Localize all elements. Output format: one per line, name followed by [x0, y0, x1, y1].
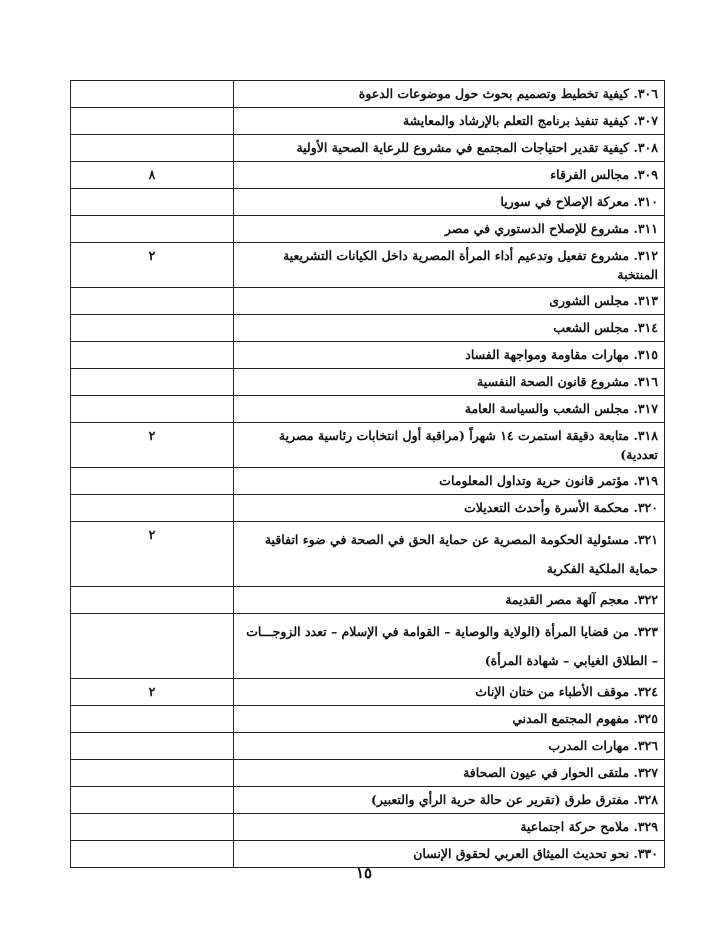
item-title-cell: [234, 760, 665, 787]
item-title-cell: [234, 733, 665, 760]
item-title-cell: [234, 468, 665, 495]
item-title: مشروع تفعيل وتدعيم أداء المرأة المصرية داخل الكيانات التشريعية المنتخبة: [282, 248, 658, 282]
table-row: [71, 81, 665, 108]
item-count-cell: [71, 189, 234, 216]
item-title: متابعة دقيقة استمرت ١٤ شهراً (مراقبة أول انتخابات رئاسية مصرية تعددية): [278, 428, 658, 462]
item-number: ٣١٦.: [633, 374, 658, 389]
table-row: [71, 342, 665, 369]
item-count-cell: [71, 706, 234, 733]
item-count-cell: [71, 587, 234, 614]
item-title: من قضايا المرأة (الولاية والوصاية – القوامة في الإسلام – تعدد الزوجـــات – الطلاق الغيابي – شهادة المرأة): [246, 624, 658, 668]
item-count-cell: [71, 760, 234, 787]
item-count-cell: [71, 614, 234, 679]
item-count-cell: ٢: [71, 522, 234, 587]
item-number: ٣٢٥.: [633, 711, 658, 726]
item-title: كيفية تقدير احتياجات المجتمع في مشروع للرعاية الصحية الأولية: [296, 140, 630, 155]
item-count-cell: [71, 315, 234, 342]
item-number: ٣٢٠.: [633, 500, 658, 515]
item-number: ٣١٠.: [633, 194, 658, 209]
table-row: [71, 423, 665, 468]
item-count-cell: [71, 108, 234, 135]
table-row: [71, 189, 665, 216]
item-title: مشروع للإصلاح الدستوري في مصر: [444, 221, 630, 236]
item-title-cell: [234, 369, 665, 396]
item-title-cell: [234, 288, 665, 315]
table-row: [71, 614, 665, 679]
table-row: [71, 216, 665, 243]
item-title: معجم آلهة مصر القديمة: [505, 592, 630, 607]
item-count-cell: [71, 216, 234, 243]
item-title: موقف الأطباء من ختان الإناث: [475, 684, 630, 699]
item-number: ٣١٢.: [633, 248, 658, 263]
item-title: مفهوم المجتمع المدني: [512, 711, 630, 726]
item-number: ٣٢٤.: [633, 684, 658, 699]
item-title-cell: [234, 216, 665, 243]
item-count-cell: ٢: [71, 243, 234, 288]
item-number: ٣١٥.: [633, 347, 658, 362]
item-title: مجالس الفرقاء: [550, 167, 630, 182]
item-title: مشروع قانون الصحة النفسية: [477, 374, 630, 389]
item-title: ملامح حركة اجتماعية: [520, 819, 630, 834]
item-title-cell: [234, 189, 665, 216]
table-row: [71, 814, 665, 841]
page-number: ١٥: [355, 864, 373, 882]
item-number: ٣٢٨.: [633, 792, 658, 807]
item-title-cell: [234, 108, 665, 135]
item-count-cell: [71, 81, 234, 108]
item-number: ٣١٩.: [633, 473, 658, 488]
table-row: [71, 108, 665, 135]
item-title-cell: [234, 423, 665, 468]
table-row: [71, 369, 665, 396]
item-count-cell: ٢: [71, 679, 234, 706]
item-title: مهارات مقاومة ومواجهة الفساد: [465, 347, 630, 362]
item-title-cell: [234, 587, 665, 614]
item-title-cell: [234, 243, 665, 288]
item-number: ٣١٤.: [633, 320, 658, 335]
item-title: مؤتمر قانون حرية وتداول المعلومات: [439, 473, 630, 488]
item-number: ٣٠٧.: [633, 113, 658, 128]
item-title-cell: [234, 315, 665, 342]
item-number: ٣٢٢.: [633, 592, 658, 607]
item-title: مسئولية الحكومة المصرية عن حماية الحق في الصحة في ضوء اتفاقية حماية الملكية الفكرية: [264, 532, 658, 576]
item-title: ملتقى الحوار في عيون الصحافة: [463, 765, 630, 780]
item-number: ٣٢١.: [633, 532, 658, 547]
item-title-cell: [234, 396, 665, 423]
item-title: نحو تحديث الميثاق العربي لحقوق الإنسان: [413, 846, 630, 861]
item-number: ٣٢٩.: [633, 819, 658, 834]
table-row: [71, 522, 665, 587]
item-number: ٣٢٧.: [633, 765, 658, 780]
item-title: مجلس الشورى: [549, 293, 630, 308]
item-number: ٣٠٨.: [633, 140, 658, 155]
item-title: مفترق طرق (تقرير عن حالة حرية الرأي والتعبير): [371, 792, 630, 807]
item-number: ٣٢٦.: [633, 738, 658, 753]
table-row: [71, 396, 665, 423]
item-count-cell: ٨: [71, 162, 234, 189]
item-number: ٣١٨.: [633, 428, 658, 443]
item-count-cell: [71, 814, 234, 841]
table-row: [71, 315, 665, 342]
item-title: كيفية تخطيط وتصميم بحوث حول موضوعات الدعوة: [358, 86, 630, 101]
item-number: ٣١١.: [633, 221, 658, 236]
table-row: [71, 587, 665, 614]
item-title: مجلس الشعب والسياسة العامة: [464, 401, 630, 416]
item-count-cell: [71, 787, 234, 814]
item-count-cell: [71, 468, 234, 495]
item-title: معركة الإصلاح في سوريا: [500, 194, 630, 209]
table-row: [71, 495, 665, 522]
item-count-cell: [71, 369, 234, 396]
table-row: [71, 787, 665, 814]
item-count-cell: [71, 135, 234, 162]
table-row: [71, 468, 665, 495]
item-count-cell: [71, 288, 234, 315]
item-number: ٣١٣.: [633, 293, 658, 308]
item-title-cell: [234, 495, 665, 522]
item-count-cell: [71, 495, 234, 522]
item-title: مجلس الشعب: [553, 320, 630, 335]
table-row: [71, 760, 665, 787]
item-count-cell: [71, 733, 234, 760]
item-title-cell: [234, 135, 665, 162]
item-title-cell: [234, 522, 665, 587]
table-row: [71, 135, 665, 162]
item-title-cell: [234, 706, 665, 733]
item-title: محكمة الأسرة وأحدث التعديلات: [464, 500, 630, 515]
table-row: [71, 706, 665, 733]
item-title: مهارات المدرب: [548, 738, 630, 753]
item-title-cell: [234, 81, 665, 108]
item-number: ٣٣٠.: [633, 846, 658, 861]
item-count-cell: ٢: [71, 423, 234, 468]
item-number: ٣٠٦.: [633, 86, 658, 101]
item-title-cell: [234, 814, 665, 841]
item-count-cell: [71, 396, 234, 423]
item-title: كيفية تنفيذ برنامج التعلم بالإرشاد والمعايشة: [402, 113, 630, 128]
item-title-cell: [234, 614, 665, 679]
table-row: [71, 243, 665, 288]
table-row: [71, 288, 665, 315]
table-row: [71, 162, 665, 189]
item-title-cell: [234, 787, 665, 814]
item-number: ٣٢٣.: [633, 624, 658, 639]
table-row: [71, 733, 665, 760]
item-count-cell: [71, 342, 234, 369]
publications-table: [70, 80, 665, 868]
item-number: ٣٠٩.: [633, 167, 658, 182]
item-title-cell: [234, 162, 665, 189]
table-row: [71, 679, 665, 706]
item-title-cell: [234, 342, 665, 369]
item-number: ٣١٧.: [633, 401, 658, 416]
publications-table-body: [71, 81, 665, 868]
item-title-cell: [234, 679, 665, 706]
